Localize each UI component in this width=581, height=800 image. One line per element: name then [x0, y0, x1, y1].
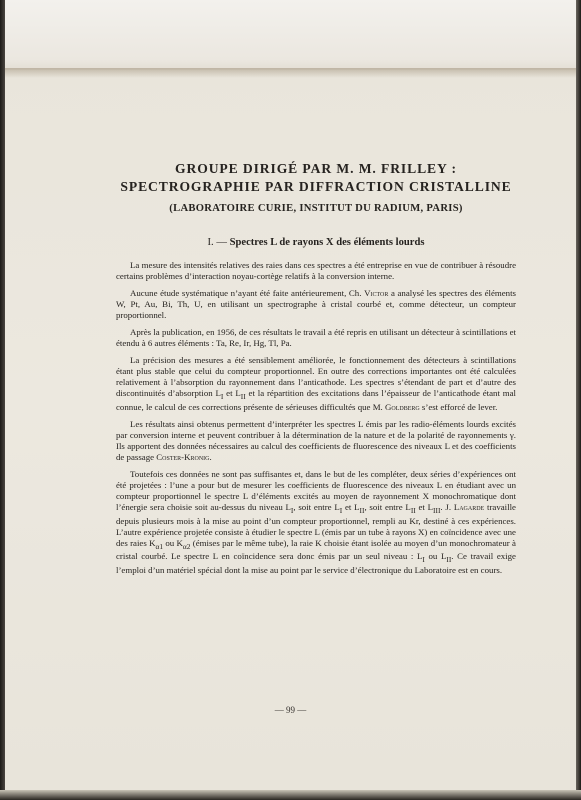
paragraph-3: Après la publication, en 1956, de ces résultats le travail a été repris en utilisant un détecteur à scintillations et étendu à 6 autres éléments : Ta, Re, Ir, Hg, Tl, Pa.	[116, 327, 516, 348]
author-name-goldberg: Goldberg	[384, 401, 420, 412]
paragraph-1: La mesure des intensités relatives des raies dans ces spectres a été entreprise en vue de contribuer à résoudre certains problèmes d’interaction noyau-cortège relatifs à la conversion interne.	[116, 260, 516, 281]
right-scan-edge	[576, 0, 581, 800]
section-title: Spectres L de rayons X des éléments lourds	[229, 237, 425, 248]
fold-shadow	[0, 68, 581, 78]
author-name-coster-kronig: Coster-Kronig	[156, 451, 210, 462]
body-text	[116, 260, 516, 576]
paragraph-6: Toutefois ces données ne sont pas suffisantes et, dans le but de les compléter, deux séries d’expériences ont été projetées : l’une a pour but de mesurer les coefficients de fluorescence des niveaux L en étudiant avec un compteur proportionnel le spectre L d’éléments excités au moyen de rayonnement X monochromatique dont l’énergie sera choisie soit au-dessus du niveau $L_I$, soit entre $L_I$ et $L_{II}$, soit entre $L_{II}$ et $L_{III}$. J. Lagarde travaille depuis plusieurs mois à la mise au point d’un compteur proportionnel, rempli au Kr, destiné à ces expériences. L’autre expérience projetée consiste à étudier le spectre L (émis par un tube à rayons X) en coïncidence avec une des raies $K_{\alpha 1}$ ou $K_{\alpha 2}$ (émises par le même tube), la raie K choisie étant isolée au moyen d’un monochromateur à cristal courbé. Le spectre L en coïncidence sera donc émis par un seul niveau : $L_I$ ou $L_{II}$. Ce travail exige l’emploi d’un matériel spécial dont la mise au point par le service d’électronique du Laboratoire est en cours.	[116, 468, 516, 576]
author-name-victor: Victor	[364, 288, 389, 298]
page-text-block	[116, 160, 516, 582]
paragraph-4: La précision des mesures a été sensiblement améliorée, le fonctionnement des détecteurs à scintillations étant plus stable que celui du compteur proportionnel. En outre des corrections importantes ont été calculées relativement à l’absorption du rayonnement dans l’anticathode. Les spectres s’étendant de part et d’autre des discontinuités d’absorption $L_I$ et $L_{II}$ et la répartition des excitations dans l’épaisseur de l’anticathode étant mal connue, le calcul de ces corrections présente de sérieuses difficultés que M. Goldberg s’est efforcé de lever.	[116, 355, 516, 412]
bottom-scan-edge	[0, 790, 581, 800]
heading-line-2: SPECTROGRAPHIE PAR DIFFRACTION CRISTALLINE	[120, 179, 512, 194]
section-number: I. —	[207, 237, 227, 248]
page-top-margin	[0, 0, 581, 70]
section-heading	[116, 236, 516, 250]
page-number: — 99 —	[274, 705, 307, 715]
paragraph-5: Les résultats ainsi obtenus permettent d’interpréter les spectres L émis par les radio-éléments lourds excités par conversion interne et peuvent contribuer à la détermination de la nature et de la polarité de rayonnements γ. Ils apportent des données nécessaires au calcul des coefficients de fluorescence des niveaux L et des coefficients de passage Coster-Kronig.	[116, 418, 516, 462]
paragraph-2: Aucune étude systématique n’ayant été faite antérieurement, Ch. Victor a analysé les spectres des éléments W, Pt, Au, Bi, Th, U, en utilisant un spectrographe à cristal courbé et, comme détecteur, un compteur proportionnel.	[116, 288, 516, 320]
author-name-lagarde: Lagarde	[453, 501, 485, 512]
heading-line-1: GROUPE DIRIGÉ PAR M. M. FRILLEY :	[175, 161, 457, 176]
left-scan-edge	[0, 0, 5, 800]
heading-subtitle: (LABORATOIRE CURIE, INSTITUT DU RADIUM, PARIS)	[169, 203, 463, 214]
